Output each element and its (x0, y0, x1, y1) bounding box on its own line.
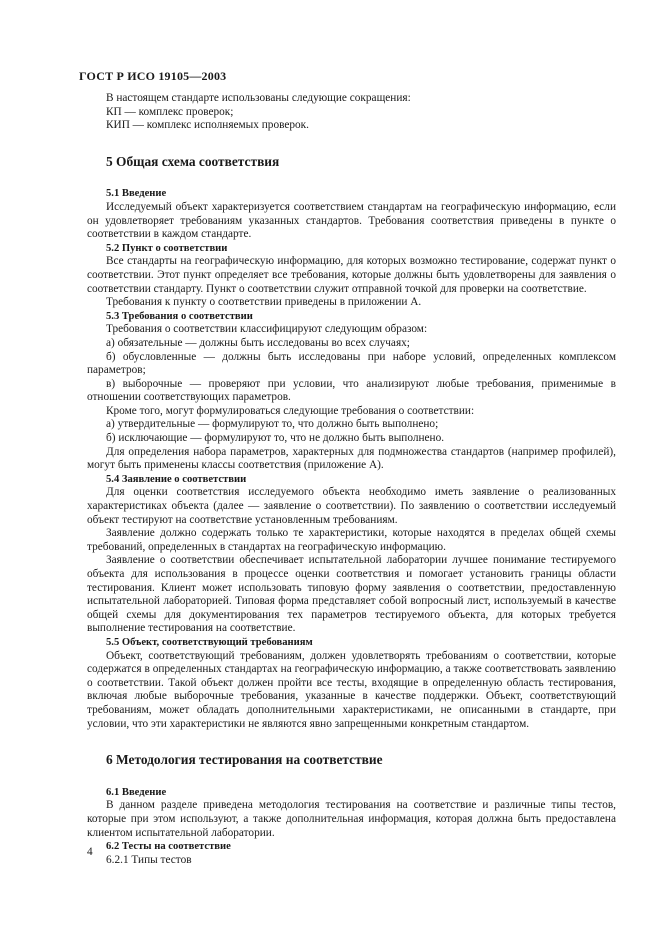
paragraph: Заявление должно содержать только те характеристики, которые находятся в пределах общей схемы требований, определенных в стандартах на географическую информацию. (87, 527, 616, 553)
paragraph: Кроме того, могут формулироваться следующие требования о соответствии: (106, 404, 475, 417)
paragraph: Все стандарты на географическую информацию, для которых возможно тестирование, содержат пункт о соответствии. Этот пункт определяет все требования, которые должны быть удовлетворены для заявления о соответствии стандарту. Пункт о соответствии служит отправной точкой для проверки на соответствие. (87, 255, 616, 295)
paragraph: Для оценки соответствия исследуемого объекта необходимо иметь заявление о реализованных характеристиках объекта (далее — заявление о соответствии). По заявлению о соответствии исследуемый объект тестируют на соответствие установленным требованиям. (87, 486, 616, 526)
paragraph: В данном разделе приведена методология тестирования на соответствие и различные типы тестов, которые при этом используют, а также дополнительная информация, которая должна быть предоставлена клиентом испытательной лаборатории. (87, 799, 616, 839)
section-6-1-heading: 6.1 Введение (106, 786, 167, 798)
intro-line: В настоящем стандарте использованы следующие сокращения: (106, 92, 411, 104)
paragraph: Исследуемый объект характеризуется соответствием стандартам на географическую информацию, если он удовлетворяет требованиям указанных стандартов. Требования соответствия приведены в пункте о соответствии в каждом стандарте. (87, 200, 616, 241)
paragraph: Требования о соответствии классифицируют следующим образом: (106, 323, 428, 336)
section-5-title: 5 Общая схема соответствия (106, 153, 280, 169)
list-item: а) утвердительные — формулируют то, что должно быть выполнено; (106, 418, 439, 431)
section-5-4-heading: 5.4 Заявление о соответствии (106, 473, 247, 485)
list-item: б) исключающие — формулируют то, что не должно быть выполнено. (106, 432, 445, 445)
list-item: а) обязательные — должны быть исследованы во всех случаях; (106, 336, 410, 349)
section-5-3-heading: 5.3 Требования о соответствии (106, 310, 253, 322)
paragraph: Заявление о соответствии обеспечивает испытательной лаборатории лучшее понимание тестируемого объекта для использования в процессе оценки соответствия и помогает установить границы области тестирования. Клиент может использовать типовую форму заявления о соответствии, предоставленную испытательной лабораторией. Типовая форма представляет собой вопросный лист, используемый в качестве общей схемы для документирования тех параметров тестируемого объекта, для которых требуется выполнение тестирования на соответствие. (87, 554, 616, 635)
section-5-2-heading: 5.2 Пункт о соответствии (106, 242, 228, 254)
section-6-title: 6 Методология тестирования на соответствие (106, 752, 383, 768)
document-header: ГОСТ Р ИСО 19105—2003 (79, 69, 227, 83)
paragraph: Объект, соответствующий требованиям, должен удовлетворять требованиям о соответствии, которые содержатся в определенных стандартах на географическую информацию, а также соответствовать заявлению о соответствии. Такой объект должен пройти все тесты, входящие в определенную область тестирования, включая любые выборочные требования, указанные в качестве поддержки. Объект, соответствующий требованиям, может обладать дополнительными характеристиками, не описанными в стандарте, при условии, что эти характеристики не являются явно запрещенными конкретным стандартом. (87, 649, 616, 730)
section-5-1-heading: 5.1 Введение (106, 188, 167, 200)
page-number: 4 (87, 846, 93, 858)
intro-line: КИП — комплекс исполняемых проверок. (106, 119, 309, 132)
paragraph: Требования к пункту о соответствии приведены в приложении А. (106, 296, 422, 309)
intro-line: КП — комплекс проверок; (106, 105, 234, 118)
section-6-2-heading: 6.2 Тесты на соответствие (106, 841, 231, 853)
paragraph: Для определения набора параметров, характерных для подмножества стандартов (например профилей), могут быть применены классы соответствия (приложение А). (87, 445, 616, 472)
page-content (87, 92, 616, 867)
subsection-6-2-1: 6.2.1 Типы тестов (106, 853, 192, 866)
section-5-5-heading: 5.5 Объект, соответствующий требованиям (106, 636, 313, 648)
list-item: в) выборочные — проверяют при условии, что анализируют любые требования, применимые в отношении соответствующих параметров. (87, 377, 616, 404)
list-item: б) обусловленные — должны быть исследованы при наборе условий, определенных комплексом параметров; (87, 350, 616, 377)
